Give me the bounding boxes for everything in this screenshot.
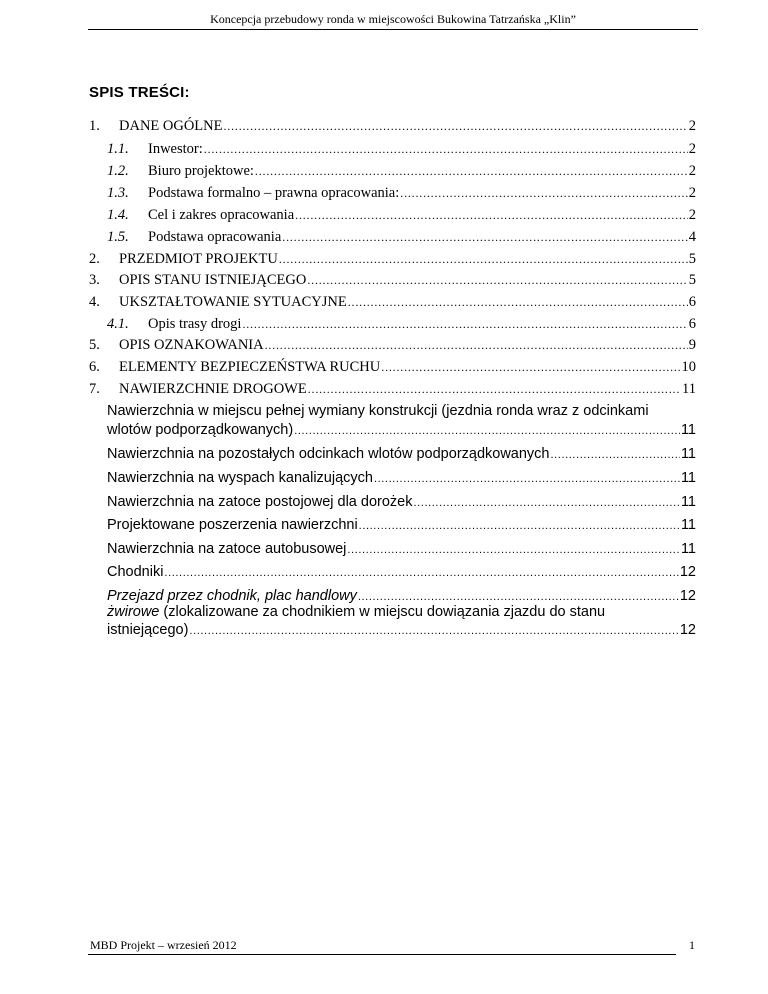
toc-entry[interactable] xyxy=(89,251,696,268)
toc-entry-title: istniejącego) xyxy=(107,622,189,638)
toc-entry-page: 2 xyxy=(688,118,696,134)
toc-entry-number: 7. xyxy=(89,381,100,397)
leader-dots xyxy=(189,622,678,638)
toc-entry[interactable] xyxy=(107,446,696,462)
toc-entry-number: 1. xyxy=(89,118,100,134)
leader-dots xyxy=(282,229,687,246)
toc-entry-title: Nawierzchnia na pozostałych odcinkach wlotów podporządkowanych xyxy=(107,446,550,462)
leader-dots xyxy=(279,251,688,268)
toc-entry[interactable] xyxy=(89,381,696,398)
leader-dots xyxy=(265,337,688,354)
toc-entry-page: 12 xyxy=(679,564,696,580)
header-rule xyxy=(88,29,698,30)
toc-entry-page: 10 xyxy=(681,359,696,375)
toc-entry-title: Biuro projektowe: xyxy=(148,163,254,179)
footer-rule xyxy=(88,954,676,955)
page-number: 1 xyxy=(689,938,695,952)
toc-entry[interactable] xyxy=(107,564,696,580)
toc-entry[interactable] xyxy=(107,541,696,557)
leader-dots xyxy=(358,588,679,604)
toc-entry[interactable] xyxy=(89,359,696,376)
toc-entry-page: 11 xyxy=(680,494,696,510)
toc-entry-page: 9 xyxy=(688,337,696,353)
toc-entry-page: 11 xyxy=(680,446,696,462)
toc-entry-title: Inwestor: xyxy=(148,141,203,157)
footer-text: MBD Projekt – wrzesień 2012 xyxy=(90,938,237,952)
toc-entry[interactable] xyxy=(89,316,696,333)
toc-entry-page: 11 xyxy=(680,470,696,486)
toc-entry-page: 2 xyxy=(688,141,696,157)
toc-entry-page: 5 xyxy=(688,251,696,267)
toc-entry-title: Nawierzchnia na wyspach kanalizujących xyxy=(107,470,373,486)
toc-entry-page: 2 xyxy=(688,163,696,179)
toc-entry-number: 2. xyxy=(89,251,100,267)
toc-entry-number: 1.1. xyxy=(107,141,129,157)
toc-entry-number: 1.4. xyxy=(107,207,129,223)
toc-entry-number: 4.1. xyxy=(107,316,129,332)
toc-entry-first-line[interactable]: Nawierzchnia w miejscu pełnej wymiany konstrukcji (jezdnia ronda wraz z odcinkami xyxy=(107,403,649,419)
toc-entry-first-line[interactable] xyxy=(107,604,605,620)
leader-dots xyxy=(224,118,688,135)
toc-entry-number: 1.5. xyxy=(107,229,129,245)
toc-entry-page: 11 xyxy=(682,381,696,397)
toc-entry[interactable] xyxy=(89,141,696,158)
toc-entry-page: 5 xyxy=(688,272,696,288)
toc-entry-number: 1.2. xyxy=(107,163,129,179)
toc-entry-italic-word: żwirowe xyxy=(107,604,160,620)
toc-entry-page: 6 xyxy=(688,294,696,310)
toc-title: SPIS TREŚCI: xyxy=(89,84,190,101)
toc-entry[interactable] xyxy=(107,470,696,486)
toc-entry[interactable] xyxy=(89,229,696,246)
leader-dots xyxy=(204,141,688,158)
toc-entry-title: Opis trasy drogi xyxy=(148,316,242,332)
toc-entry[interactable] xyxy=(89,207,696,224)
leader-dots xyxy=(400,185,687,202)
toc-entry[interactable] xyxy=(107,494,696,510)
toc-entry-title: wlotów podporządkowanych) xyxy=(107,422,294,438)
toc-entry[interactable] xyxy=(89,163,696,180)
toc-entry-title: Nawierzchnia na zatoce autobusowej xyxy=(107,541,347,557)
toc-entry-title: Podstawa formalno – prawna opracowania: xyxy=(148,185,400,201)
leader-dots xyxy=(242,316,687,333)
toc-entry-title: PRZEDMIOT PROJEKTU xyxy=(119,251,278,267)
toc-entry[interactable] xyxy=(89,185,696,202)
toc-entry-page: 11 xyxy=(680,517,696,533)
toc-entry-title: Podstawa opracowania xyxy=(148,229,282,245)
leader-dots xyxy=(374,470,680,486)
toc-entry-title: Projektowane poszerzenia nawierzchni xyxy=(107,517,358,533)
toc-entry-page: 2 xyxy=(688,207,696,223)
leader-dots xyxy=(413,494,679,510)
toc-entry[interactable] xyxy=(107,622,696,638)
toc-entry[interactable] xyxy=(89,337,696,354)
toc-entry[interactable] xyxy=(107,517,696,533)
leader-dots xyxy=(381,359,680,376)
toc-entry[interactable] xyxy=(89,294,696,311)
toc-entry-title: UKSZTAŁTOWANIE SYTUACYJNE xyxy=(119,294,347,310)
toc-entry-number: 3. xyxy=(89,272,100,288)
toc-entry-page: 11 xyxy=(680,422,696,438)
toc-entry[interactable] xyxy=(107,588,696,604)
leader-dots xyxy=(348,294,688,311)
leader-dots xyxy=(255,163,688,180)
toc-entry-number: 6. xyxy=(89,359,100,375)
toc-entry-title: Nawierzchnia na zatoce postojowej dla dorożek xyxy=(107,494,413,510)
leader-dots xyxy=(359,517,680,533)
toc-entry-title: OPIS OZNAKOWANIA xyxy=(119,337,264,353)
toc-entry-title: Przejazd przez chodnik, plac handlowy xyxy=(107,588,357,604)
toc-entry-first-line-rest: (zlokalizowane za chodnikiem w miejscu dowiązania zjazdu do stanu xyxy=(159,604,606,620)
toc-entry-title: DANE OGÓLNE xyxy=(119,118,223,134)
toc-entry-title: ELEMENTY BEZPIECZEŃSTWA RUCHU xyxy=(119,359,381,375)
toc-entry-page: 12 xyxy=(679,588,696,604)
leader-dots xyxy=(347,541,680,557)
leader-dots xyxy=(308,381,681,398)
toc-entry-page: 6 xyxy=(688,316,696,332)
toc-entry-page: 4 xyxy=(688,229,696,245)
toc-entry[interactable] xyxy=(89,118,696,135)
toc-entry-title: Chodniki xyxy=(107,564,164,580)
toc-entry-title: OPIS STANU ISTNIEJĄCEGO xyxy=(119,272,307,288)
leader-dots xyxy=(551,446,680,462)
leader-dots xyxy=(164,564,678,580)
toc-entry-title: NAWIERZCHNIE DROGOWE xyxy=(119,381,307,397)
toc-entry[interactable] xyxy=(89,272,696,289)
toc-entry-page: 11 xyxy=(680,541,696,557)
leader-dots xyxy=(295,207,688,224)
leader-dots xyxy=(307,272,687,289)
leader-dots xyxy=(294,422,680,438)
running-header: Koncepcja przebudowy ronda w miejscowości Bukowina Tatrzańska „Klin” xyxy=(210,12,576,26)
toc-entry[interactable] xyxy=(107,422,696,438)
toc-entry-page: 2 xyxy=(688,185,696,201)
toc-entry-number: 4. xyxy=(89,294,100,310)
toc-entry-page: 12 xyxy=(679,622,696,638)
toc-entry-title: Cel i zakres opracowania xyxy=(148,207,295,223)
toc-entry-number: 5. xyxy=(89,337,100,353)
toc-entry-number: 1.3. xyxy=(107,185,129,201)
